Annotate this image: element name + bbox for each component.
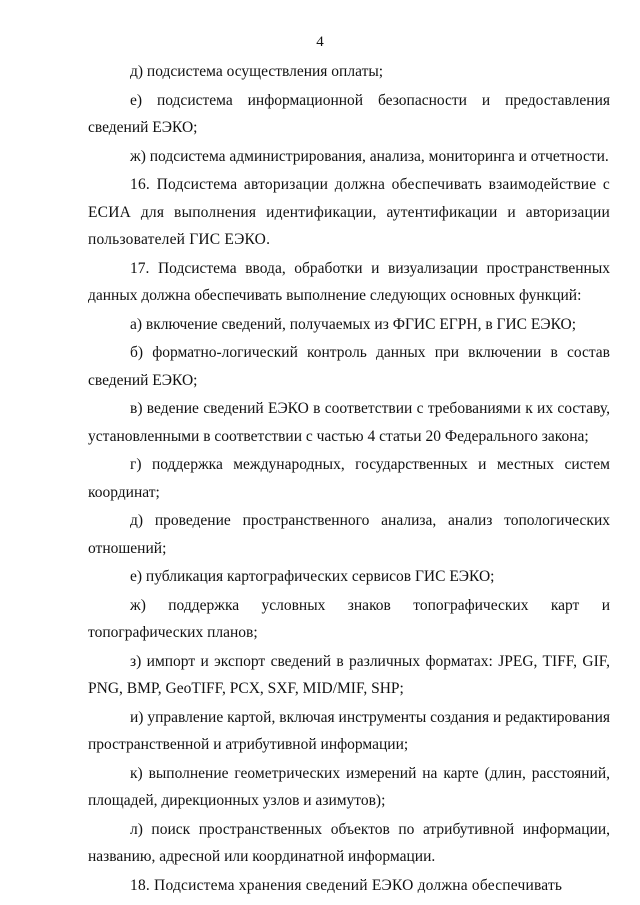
- page-number: 4: [316, 34, 324, 50]
- function-item-e: е) публикация картографических сервисов ГИС ЕЭКО;: [130, 568, 495, 585]
- function-item-g: г) поддержка международных, государственных и местных систем координат;: [88, 456, 610, 501]
- paragraph-18: 18. Подсистема хранения сведений ЕЭКО должна обеспечивать: [130, 876, 563, 894]
- list-item-zh: ж) подсистема администрирования, анализа, мониторинга и отчетности.: [130, 147, 609, 165]
- function-item-v: в) ведение сведений ЕЭКО в соответствии с требованиями к их составу, установленными в соответствии с частью 4 статьи 20 Федерального закона;: [88, 400, 610, 445]
- list-item-d: д) подсистема осуществления оплаты;: [130, 63, 384, 80]
- function-item-l: л) поиск пространственных объектов по атрибутивной информации, названию, адресной или координатной информации.: [88, 820, 610, 865]
- function-item-a: а) включение сведений, получаемых из ФГИС ЕГРН, в ГИС ЕЭКО;: [130, 315, 577, 333]
- list-item-e: е) подсистема информационной безопасности и предоставления сведений ЕЭКО;: [88, 91, 610, 136]
- function-item-zh: ж) поддержка условных знаков топографических карт и топографических планов;: [88, 596, 610, 641]
- function-item-d: д) проведение пространственного анализа, анализ топологических отношений;: [88, 512, 610, 557]
- function-item-k: к) выполнение геометрических измерений на карте (длин, расстояний, площадей, дирекционных узлов и азимутов);: [88, 764, 610, 809]
- function-item-z: з) импорт и экспорт сведений в различных форматах: JPEG, TIFF, GIF, PNG, BMP, GeoTIFF, PCX, SXF, MID/MIF, SHP;: [88, 652, 610, 697]
- document-body: [88, 58, 610, 899]
- function-item-i: и) управление картой, включая инструменты создания и редактирования пространственной и атрибутивной информации;: [88, 708, 610, 753]
- function-item-b: б) форматно-логический контроль данных при включении в состав сведений ЕЭКО;: [88, 344, 610, 389]
- paragraph-16: 16. Подсистема авторизации должна обеспечивать взаимодействие с ЕСИА для выполнения идентификации, аутентификации и авторизации пользователей ГИС ЕЭКО.: [88, 176, 610, 248]
- paragraph-17: 17. Подсистема ввода, обработки и визуализации пространственных данных должна обеспечивать выполнение следующих основных функций:: [88, 259, 610, 304]
